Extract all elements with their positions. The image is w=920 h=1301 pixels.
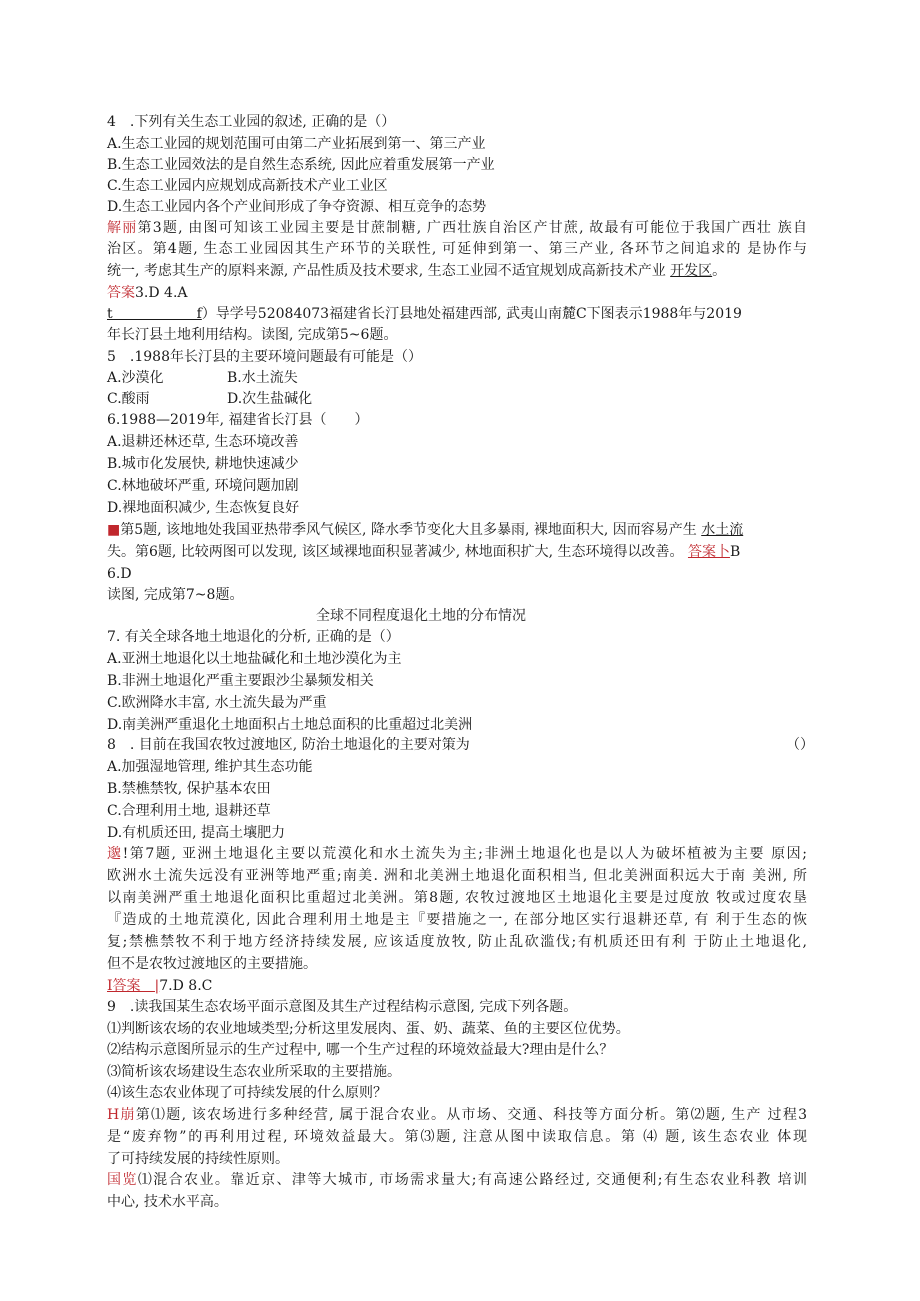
- figure-title: 全球不同程度退化土地的分布情况: [316, 608, 526, 624]
- explanation-3-4-line3: 统一, 考虑其生产的原料来源, 产品性质及技术要求, 生态工业园不适宜规划成高新技术产业 开发区。: [107, 263, 727, 279]
- q9-part1: ⑴判断该农场的农业地域类型;分析这里发展肉、蛋、奶、蔬菜、鱼的主要区位优势。: [107, 1021, 630, 1037]
- q6-option-b: B.城市化发展快, 耕地快速减少: [107, 456, 299, 472]
- explanation-3-4-line1: 解丽第3题, 由图可知该工业园主要是甘蔗制糖, 广西壮族自治区产甘蔗, 故最有可能位于我国广西壮 族自: [107, 220, 807, 236]
- q7-option-a: A.亚洲土地退化以土地盐碱化和土地沙漠化为主: [107, 651, 402, 667]
- explanation-7-8-line5: 复;禁樵禁牧不利于地方经济持续发展, 应该适度放牧, 防止乱砍滥伐;有机质还田有利 于防止土地退化,: [107, 934, 807, 950]
- explanation-9-line3: 了可持续发展的持续性原则。: [107, 1151, 289, 1167]
- q5-options-ab: A.沙漠化 B.水土流失: [107, 370, 298, 386]
- q7-option-c: C.欧洲降水丰富, 水土流失最为严重: [107, 695, 327, 711]
- q8-option-b: B.禁樵禁牧, 保护基本农田: [107, 781, 271, 797]
- explanation-3-4-line2: 治区。第4题, 生态工业园因其生产环节的关联性, 可延伸到第一、第三产业, 各环节之间追求的 是协作与: [107, 241, 807, 257]
- explanation-5-6-line1: ■第5题, 该地地处我国亚热带季风气候区, 降水季节变化大且多暴雨, 裸地面积大, 因而容易产生 水土流: [107, 522, 744, 538]
- q7-option-b: B.非洲土地退化严重主要跟沙尘暴频发相关: [107, 673, 374, 689]
- answer-9-line2: 中心, 技术水平高。: [107, 1194, 228, 1210]
- q8-option-a: A.加强湿地管理, 维护其生态功能: [107, 759, 313, 775]
- explanation-7-8-line3: 以南美洲严重土地退化面积比重超过北美洲。第8题, 农牧过渡地区土地退化主要是过度放 牧或过度农垦: [107, 890, 807, 906]
- explanation-7-8-line6: 但不是农牧过渡地区的主要措施。: [107, 956, 317, 972]
- q6-option-d: D.裸地面积减少, 生态恢复良好: [107, 500, 300, 516]
- explanation-tag: 解丽: [107, 220, 138, 236]
- explanation-7-8-line2: 欧洲水土流失远没有亚洲等地严重;南美. 洲和北美洲土地退化面积相当, 但北美洲面积远大于南 美洲, 所: [107, 868, 807, 884]
- explanation-7-8-line4: 『造成的土地荒漠化, 因此合理利用土地是主『要措施之一, 在部分地区实行退耕还草, 有 利于生态的恢: [107, 912, 807, 928]
- q4-option-b: B.生态工业园效法的是自然生态系统, 因此应着重发展第一产业: [107, 157, 495, 173]
- answer-tag: 答案: [107, 285, 135, 301]
- q6-option-a: A.退耕还林还草, 生态环境改善: [107, 434, 299, 450]
- q8-option-d: D.有机质还田, 提高土壤肥力: [107, 825, 286, 841]
- q7-stem: 7. 有关全球各地土地退化的分析, 正确的是（）: [107, 629, 400, 645]
- q5-stem: 5 .1988年长汀县的主要环境问题最有可能是（）: [107, 349, 422, 365]
- intro-5-6-line1: t f）导学号52084073福建省长汀县地处福建西部, 武夷山南麓C下图表示1988年与2019: [107, 306, 742, 322]
- intro-5-6-line2: 年长汀县土地利用结构。读图, 完成第5~6题。: [107, 327, 398, 343]
- q4-option-a: A.生态工业园的规划范围可由第二产业拓展到第一、第三产业: [107, 136, 486, 152]
- q7-option-d: D.南美洲严重退化土地面积占土地总面积的比重超过北美洲: [107, 717, 473, 733]
- q9-part2: ⑵结构示意图所显示的生产过程中, 哪一个生产过程的环境效益最大?理由是什么？: [107, 1042, 614, 1058]
- q4-option-c: C.生态工业园内应规划成高新技术产业工业区: [107, 178, 388, 194]
- q4-stem: 4 .下列有关生态工业园的叙述, 正确的是（）: [107, 114, 396, 130]
- answer-9-line1: 国览⑴混合农业。靠近京、津等大城市, 市场需求量大;有高速公路经过, 交通便利;有生态农业科教 培训: [107, 1172, 808, 1188]
- intro-7-8: 读图, 完成第7~8题。: [107, 587, 244, 603]
- q6-stem: 6.1988—2019年, 福建省长汀县（ ）: [107, 412, 369, 428]
- explanation-5-6-line2: 失。第6题, 比较两图可以发现, 该区域裸地面积显著减少, 林地面积扩大, 生态环境得以改善。 答案卜B: [107, 544, 741, 560]
- q4-option-d: D.生态工业园内各个产业间形成了争夺资源、相互竞争的态势: [107, 199, 487, 215]
- q8-answer-bracket: （）: [786, 737, 814, 753]
- q5-options-cd: C.酸雨 D.次生盐碱化: [107, 391, 313, 407]
- explanation-7-8-line1: 邈!第7题, 亚洲土地退化主要以荒漠化和水土流失为主;非洲土地退化也是以人为破坏植被为主要 原因;: [107, 846, 807, 862]
- explanation-9-line2: 是“废弃物”的再利用过程, 环境效益最大。第⑶题, 注意从图中读取信息。第 ⑷ 题, 该生态农业 体现: [107, 1129, 807, 1145]
- q6-option-c: C.林地破坏严重, 环境问题加剧: [107, 478, 299, 494]
- q8-option-c: C.合理利用土地, 退耕还草: [107, 803, 271, 819]
- q9-stem: 9 .读我国某生态农场平面示意图及其生产过程结构示意图, 完成下列各题。: [107, 999, 578, 1015]
- answer-7-8: I答案 |7.D 8.C: [107, 978, 213, 994]
- answer-3-4: 答案3.D 4.A: [107, 285, 188, 301]
- explanation-9-line1: H崩第⑴题, 该农场进行多种经营, 属于混合农业。从市场、交通、科技等方面分析。第⑵题, 生产 过程3: [107, 1107, 807, 1123]
- q8-stem: 8 . 目前在我国农牧过渡地区, 防治土地退化的主要对策为: [107, 737, 470, 753]
- q9-part3: ⑶简析该农场建设生态农业所采取的主要措施。: [107, 1064, 401, 1080]
- explanation-5-6-line3: 6.D: [107, 566, 132, 582]
- q9-part4: ⑷该生态农业体现了可持续发展的什么原则？: [107, 1085, 387, 1101]
